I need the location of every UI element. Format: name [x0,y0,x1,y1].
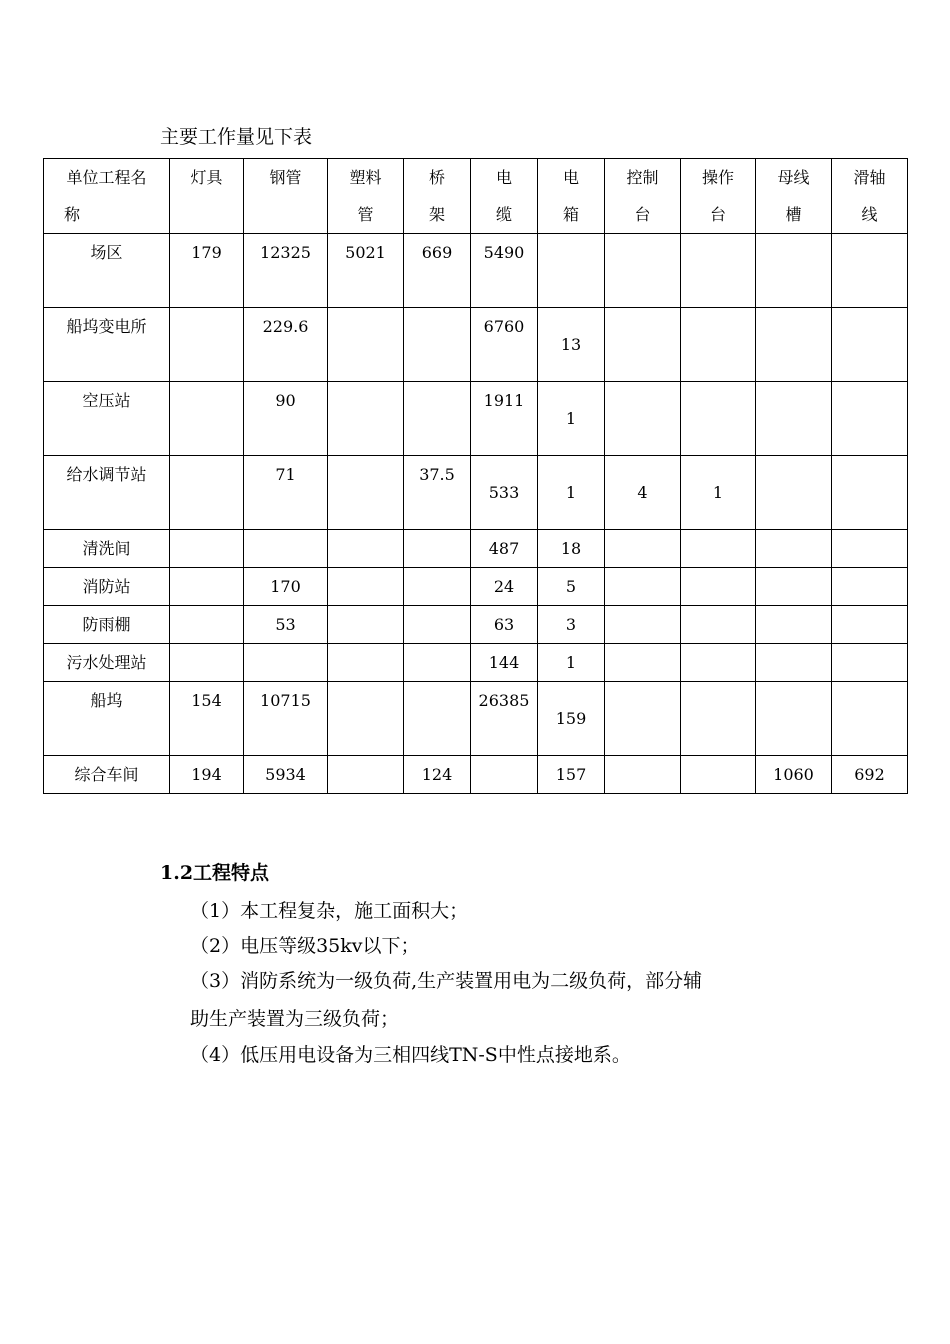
table-cell: 157 [538,756,605,794]
table-cell: 13 [538,308,605,382]
table-cell: 154 [170,682,244,756]
table-cell [832,530,908,568]
table-cell: 1911 [471,382,538,456]
header-text: 控制 [626,168,659,187]
table-cell: 124 [404,756,471,794]
table-cell [404,568,471,606]
header-text: 单位工程名 [66,168,147,187]
col-trolley-header [832,159,908,234]
table-cell: 170 [244,568,328,606]
col-unit-name-header [44,159,170,234]
table-cell [244,644,328,682]
header-text: 桥 [428,168,445,187]
table-cell [170,456,244,530]
table-cell [832,606,908,644]
col-bridge-header [404,159,471,234]
table-cell [328,606,404,644]
row-label-cell: 空压站 [44,382,170,456]
table-cell: 3 [538,606,605,644]
table-cell: 159 [538,682,605,756]
table-cell [605,382,681,456]
header-text: 母线 [777,168,810,187]
table-cell [170,644,244,682]
table-cell: 194 [170,756,244,794]
row-label-cell: 清洗间 [44,530,170,568]
table-cell [681,530,756,568]
table-row [44,568,908,606]
table-cell [832,382,908,456]
table-cell [170,568,244,606]
table-cell [170,606,244,644]
table-row [44,308,908,382]
table-cell: 37.5 [404,456,471,530]
table-cell [756,644,832,682]
table-cell: 669 [404,234,471,308]
table-cell [832,234,908,308]
table-cell [756,308,832,382]
feature-item-1: （1）本工程复杂，施工面积大； [190,900,469,922]
table-cell [756,606,832,644]
table-cell: 26385 [471,682,538,756]
col-busway-header [756,159,832,234]
table-cell [404,308,471,382]
col-plastic-pipe-header [328,159,404,234]
table-row [44,756,908,794]
table-cell [328,382,404,456]
table-row [44,456,908,530]
table-cell [681,682,756,756]
header-text: 槽 [785,205,802,224]
table-cell [605,682,681,756]
table-cell [244,530,328,568]
table-cell [328,568,404,606]
table-cell: 10715 [244,682,328,756]
table-cell [832,644,908,682]
table-cell [605,568,681,606]
table-cell [471,756,538,794]
table-cell [605,606,681,644]
table-cell [605,644,681,682]
table-cell [404,382,471,456]
table-cell: 5 [538,568,605,606]
table-cell [328,456,404,530]
table-cell [756,530,832,568]
header-text: 电 [495,168,512,187]
table-cell [681,644,756,682]
table-cell: 1060 [756,756,832,794]
row-label-cell: 综合车间 [44,756,170,794]
table-cell [328,682,404,756]
table-cell [832,568,908,606]
header-text: 线 [861,205,878,224]
table-cell [328,530,404,568]
table-row [44,234,908,308]
feature-item-3: （3）消防系统为一级负荷,生产装置用电为二级负荷，部分辅 [190,970,703,992]
table-cell [328,756,404,794]
table-cell [328,308,404,382]
table-cell: 63 [471,606,538,644]
row-label-cell: 场区 [44,234,170,308]
table-cell: 71 [244,456,328,530]
header-text: 台 [634,205,651,224]
header-text: 塑料 [349,168,382,187]
row-label-cell: 船坞 [44,682,170,756]
table-caption: 主要工作量见下表 [160,126,313,148]
header-text: 箱 [562,205,579,224]
table-cell [681,234,756,308]
table-cell: 12325 [244,234,328,308]
col-lamps-header [170,159,244,234]
table-cell: 533 [471,456,538,530]
table-cell [605,756,681,794]
header-text: 钢管 [269,168,302,187]
table-header-row [44,159,908,234]
row-label-cell: 防雨棚 [44,606,170,644]
header-text: 操作 [701,168,734,187]
table-cell [605,530,681,568]
table-cell: 90 [244,382,328,456]
col-box-header [538,159,605,234]
table-cell: 487 [471,530,538,568]
table-cell [404,644,471,682]
workload-table [43,158,908,794]
table-cell [170,308,244,382]
table-cell: 1 [538,382,605,456]
table-cell: 179 [170,234,244,308]
col-operation-header [681,159,756,234]
row-label-cell: 给水调节站 [44,456,170,530]
table-cell: 692 [832,756,908,794]
table-cell [756,234,832,308]
table-cell: 5934 [244,756,328,794]
table-cell [832,682,908,756]
header-text: 称 [64,205,81,224]
table-cell: 6760 [471,308,538,382]
row-label-cell: 船坞变电所 [44,308,170,382]
table-cell [681,756,756,794]
table-row [44,530,908,568]
table-cell [832,456,908,530]
table-cell: 5021 [328,234,404,308]
feature-item-3-cont: 助生产装置为三级负荷； [190,1008,400,1030]
table-cell: 18 [538,530,605,568]
table-cell [756,682,832,756]
table-cell: 53 [244,606,328,644]
table-cell [681,308,756,382]
header-text: 电 [562,168,579,187]
table-row [44,382,908,456]
table-row [44,682,908,756]
table-cell: 144 [471,644,538,682]
table-cell: 1 [538,456,605,530]
header-text: 架 [428,205,445,224]
header-text: 管 [357,205,374,224]
feature-item-2: （2）电压等级35kv以下； [190,935,420,957]
table-cell [832,308,908,382]
table-cell: 24 [471,568,538,606]
table-cell [170,382,244,456]
table-cell [404,530,471,568]
table-cell [756,456,832,530]
col-console-header [605,159,681,234]
row-label-cell: 污水处理站 [44,644,170,682]
table-cell: 229.6 [244,308,328,382]
table-cell: 5490 [471,234,538,308]
table-cell: 1 [681,456,756,530]
table-cell [605,308,681,382]
table-cell [538,234,605,308]
table-row [44,644,908,682]
table-cell: 1 [538,644,605,682]
table-cell [681,568,756,606]
table-cell [605,234,681,308]
header-text: 灯具 [190,168,223,187]
header-text: 台 [709,205,726,224]
table-cell [756,568,832,606]
table-cell [404,682,471,756]
table-cell [681,382,756,456]
feature-item-4: （4）低压用电设备为三相四线TN-S中性点接地系。 [190,1044,631,1066]
table-cell [404,606,471,644]
table-cell [328,644,404,682]
table-row [44,606,908,644]
table-cell: 4 [605,456,681,530]
table-cell [170,530,244,568]
col-cable-header [471,159,538,234]
table-cell [681,606,756,644]
section-title: 1.2工程特点 [160,862,270,884]
header-text: 滑轴 [853,168,886,187]
table-cell [756,382,832,456]
header-text: 缆 [495,205,512,224]
col-steel-pipe-header [244,159,328,234]
row-label-cell: 消防站 [44,568,170,606]
